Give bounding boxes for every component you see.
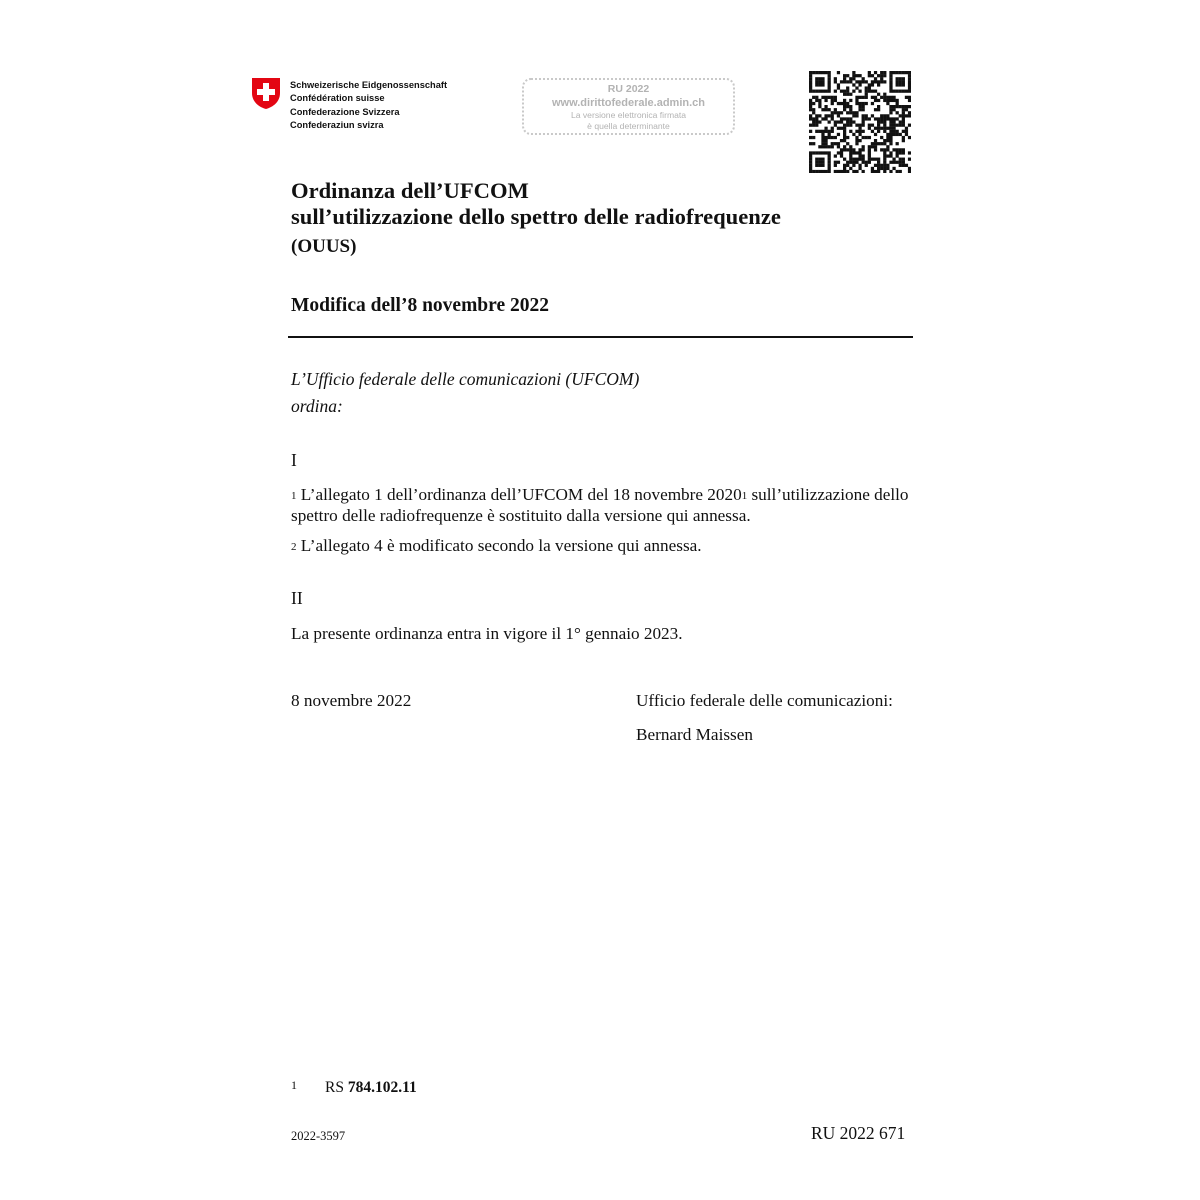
federation-name-fr: Confédération suisse: [290, 93, 385, 104]
stamp-note-1: La versione elettronica firmata: [570, 110, 687, 120]
paragraph-number: 1: [291, 490, 297, 502]
paragraph-text: L’allegato 4 è modificato secondo la versione qui annessa.: [300, 536, 702, 555]
section-heading-1: I: [291, 450, 297, 470]
official-compilation-ref: RU 2022 671: [811, 1123, 906, 1143]
signatory-name: Bernard Maissen: [636, 725, 753, 744]
stamp-note-2: è quella determinante: [587, 120, 670, 131]
footnote-reference[interactable]: 1: [741, 490, 748, 502]
document-title: [291, 178, 781, 230]
title-divider: [288, 336, 913, 338]
signing-office: Ufficio federale delle comunicazioni:: [636, 691, 893, 710]
footnote-reference-number[interactable]: 784.102.11: [347, 1079, 417, 1096]
amendment-date: Modifica dell’8 novembre 2022: [291, 295, 549, 316]
title-line-2: sull’utilizzazione dello spettro delle radiofrequenze: [291, 204, 781, 229]
federation-name-it: Confederazione Svizzera: [290, 106, 400, 117]
confederation-names: [290, 79, 447, 133]
document-id: 2022-3597: [291, 1129, 346, 1143]
paragraph-1: [291, 484, 916, 526]
paragraph-text: sull’utilizzazione dello spettro delle radiofrequenze è sostituito dalla versione qui annessa.: [291, 485, 909, 525]
entry-into-force: La presente ordinanza entra in vigore il 1° gennaio 2023.: [291, 624, 683, 643]
swiss-crest-icon: [251, 76, 281, 110]
stamp-ru: RU 2022: [607, 83, 650, 95]
title-abbreviation: (OUUS): [291, 236, 357, 257]
preamble-line-1: L’Ufficio federale delle comunicazioni (UFCOM): [291, 369, 640, 389]
qr-code-icon: [809, 71, 911, 173]
paragraph-number: 2: [291, 541, 297, 553]
federation-name-de: Schweizerische Eidgenossenschaft: [290, 80, 448, 90]
federation-name-rm: Confederaziun svizra: [290, 120, 384, 131]
footnote-text: [325, 1078, 417, 1098]
paragraph-text: L’allegato 1 dell’ordinanza dell’UFCOM del 18 novembre 2020: [300, 485, 742, 504]
stamp-url[interactable]: www.dirittofederale.admin.ch: [551, 97, 705, 109]
title-line-1: Ordinanza dell’UFCOM: [291, 178, 529, 203]
preamble-line-2: ordina:: [291, 396, 343, 416]
footnote-number: 1: [291, 1078, 297, 1092]
footnote-prefix: RS: [325, 1079, 344, 1096]
preamble: [291, 366, 639, 420]
paragraph-2: [291, 535, 702, 556]
signature-date: 8 novembre 2022: [291, 691, 412, 710]
section-heading-2: II: [291, 588, 303, 608]
official-publication-stamp: [522, 78, 735, 135]
